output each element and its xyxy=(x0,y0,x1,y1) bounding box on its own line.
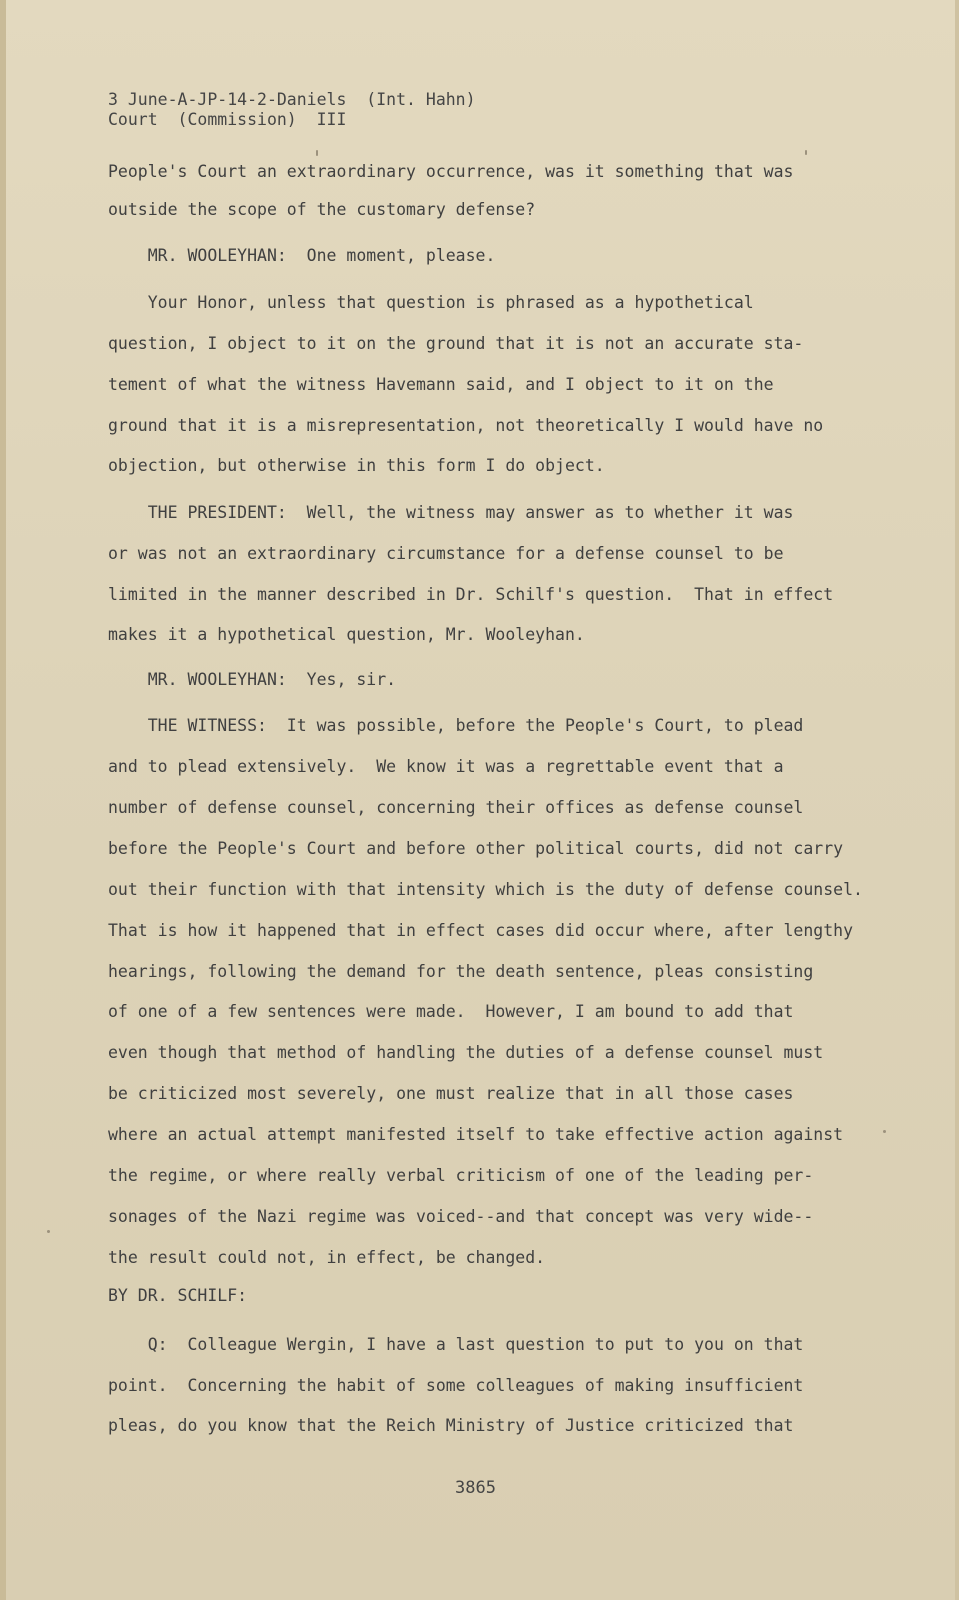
text-line: BY DR. SCHILF: xyxy=(108,1286,248,1305)
header-court-line: Court (Commission) III xyxy=(108,110,347,129)
text-line: MR. WOOLEYHAN: Yes, sir. xyxy=(108,670,397,689)
text-line: number of defense counsel, concerning their offices as defense counsel xyxy=(108,798,804,817)
text-line: point. Concerning the habit of some colleagues of making insufficient xyxy=(108,1376,804,1395)
text-line: the regime, or where really verbal criticism of one of the leading per- xyxy=(108,1166,814,1185)
text-line: or was not an extraordinary circumstance for a defense counsel to be xyxy=(108,544,784,563)
header-case-line: 3 June-A-JP-14-2-Daniels (Int. Hahn) xyxy=(108,90,476,109)
text-line: where an actual attempt manifested itself to take effective action against xyxy=(108,1125,844,1144)
text-line: MR. WOOLEYHAN: One moment, please. xyxy=(108,246,496,265)
text-line: makes it a hypothetical question, Mr. Wooleyhan. xyxy=(108,625,585,644)
text-line: tement of what the witness Havemann said, and I object to it on the xyxy=(108,375,774,394)
page-number: 3865 xyxy=(455,1478,496,1498)
text-line: ground that it is a misrepresentation, not theoretically I would have no xyxy=(108,416,824,435)
text-line: People's Court an extraordinary occurrence, was it something that was xyxy=(108,162,794,181)
text-line: the result could not, in effect, be changed. xyxy=(108,1248,546,1267)
paper-speck xyxy=(883,1130,886,1133)
text-line: pleas, do you know that the Reich Ministry of Justice criticized that xyxy=(108,1416,794,1435)
text-line: THE PRESIDENT: Well, the witness may answer as to whether it was xyxy=(108,503,794,522)
text-line: be criticized most severely, one must realize that in all those cases xyxy=(108,1084,794,1103)
text-line: THE WITNESS: It was possible, before the People's Court, to plead xyxy=(108,716,804,735)
text-line: hearings, following the demand for the death sentence, pleas consisting xyxy=(108,962,814,981)
text-line: and to plead extensively. We know it was a regrettable event that a xyxy=(108,757,784,776)
text-line: before the People's Court and before other political courts, did not carry xyxy=(108,839,844,858)
paper-speck xyxy=(316,150,318,156)
page-right-edge xyxy=(955,0,959,1600)
text-line: question, I object to it on the ground that it is not an accurate sta- xyxy=(108,334,804,353)
page-left-edge xyxy=(0,0,6,1600)
text-line: outside the scope of the customary defense? xyxy=(108,200,536,219)
paper-speck xyxy=(805,150,807,155)
paper-speck xyxy=(47,1230,50,1233)
text-line: even though that method of handling the duties of a defense counsel must xyxy=(108,1043,824,1062)
text-line: objection, but otherwise in this form I do object. xyxy=(108,456,605,475)
text-line: of one of a few sentences were made. However, I am bound to add that xyxy=(108,1002,794,1021)
text-line: out their function with that intensity which is the duty of defense counsel. xyxy=(108,880,863,899)
text-line: That is how it happened that in effect cases did occur where, after lengthy xyxy=(108,921,854,940)
text-line: limited in the manner described in Dr. Schilf's question. That in effect xyxy=(108,585,834,604)
text-line: Q: Colleague Wergin, I have a last question to put to you on that xyxy=(108,1335,804,1354)
text-line: sonages of the Nazi regime was voiced--and that concept was very wide-- xyxy=(108,1207,814,1226)
text-line: Your Honor, unless that question is phrased as a hypothetical xyxy=(108,293,754,312)
page-header xyxy=(108,90,476,130)
